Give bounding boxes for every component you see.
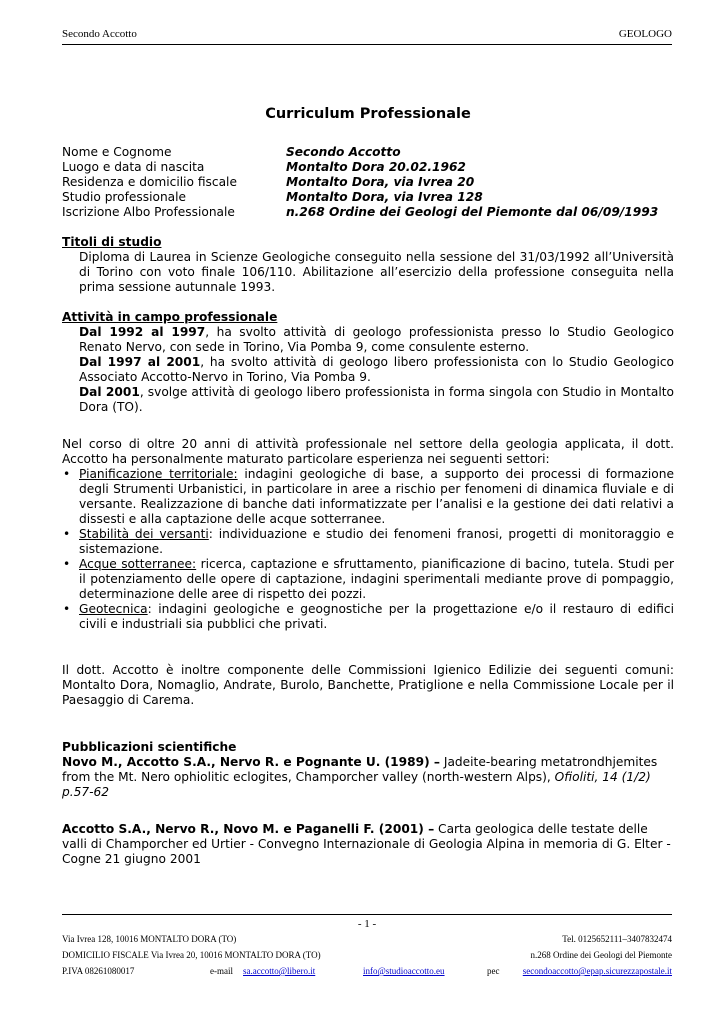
bullet-icon: •: [63, 557, 71, 571]
info-value: Montalto Dora, via Ivrea 128: [286, 190, 483, 204]
footer-address: Via Ivrea 128, 10016 MONTALTO DORA (TO): [62, 934, 237, 944]
attivita-text: , ha svolto attività di geologo libero professionista con lo Studio Geologico Associato Accotto-Nervo in Torino, Via Pomba 9.: [79, 355, 674, 384]
attivita-period: Dal 1997 al 2001: [79, 355, 201, 369]
pec-label: pec: [487, 966, 500, 976]
list-item: [63, 557, 675, 602]
attivita-period: Dal 2001: [79, 385, 140, 399]
info-value: n.268 Ordine dei Geologi del Piemonte dal 06/09/1993: [286, 205, 659, 219]
settore-text: indagini geologiche di base, a supporto dei processi di formazione degli Strumenti Urbanistici, in particolare in aree a rischio per fenomeni di dinamica fluviale e di versante. Realizzazione di banche dati informatizzate per l’analisi e la gestione dei dati relativi a dissesti e alla captazione delle acque sotterranee.: [79, 467, 674, 526]
section-heading-titoli: Titoli di studio: [62, 235, 162, 249]
settori-intro: Nel corso di oltre 20 anni di attività professionale nel settore della geologia applicata, il dott. Accotto ha personalmente maturato particolare esperienza nei seguenti settori:: [62, 437, 674, 466]
page-footer: [62, 914, 672, 981]
settore-term: Pianificazione territoriale:: [79, 467, 238, 481]
footer-piva: P.IVA 08261080017: [62, 966, 135, 976]
info-label: Nome e Cognome: [62, 145, 172, 159]
personal-info-table: [62, 145, 658, 220]
info-label: Iscrizione Albo Professionale: [62, 205, 235, 219]
email-link-1[interactable]: sa.accotto@libero.it: [243, 966, 316, 976]
commissioni-text: Il dott. Accotto è inoltre componente delle Commissioni Igienico Edilizie dei seguenti comuni: Montalto Dora, Nomaglio, Andrate, Burolo, Banchette, Pratiglione e nella Commissione Locale per il Paesaggio di Carema.: [62, 663, 674, 707]
publication-authors: Novo M., Accotto S.A., Nervo R. e Pognante U. (1989) –: [62, 755, 440, 769]
info-label: Luogo e data di nascita: [62, 160, 205, 174]
publication-title: Carta geologica delle testate delle valli di Champorcher ed Urtier - Convegno Internazionale di Geologia Alpina in memoria di G. Elter - Cogne 21 giugno 2001: [62, 822, 671, 866]
bullet-icon: •: [63, 527, 71, 541]
section-heading-pubblicazioni: Pubblicazioni scientifiche: [62, 740, 237, 754]
attivita-item: [62, 355, 674, 385]
info-row: [62, 145, 658, 160]
footer-tel: Tel. 0125652111–3407832474: [562, 934, 672, 944]
list-item: [63, 602, 674, 632]
settore-term: Acque sotterranee:: [79, 557, 197, 571]
info-row: [62, 190, 658, 205]
publication-item: [62, 755, 674, 800]
settori-list: [62, 467, 674, 632]
section-heading-attivita: Attività in campo professionale: [62, 310, 278, 324]
header-profession: GEOLOGO: [618, 28, 672, 40]
settore-text: ricerca, captazione e sfruttamento, pianificazione di bacino, tutela. Studi per il potenziamento delle opere di captazione, indagini sperimentali mediante prove di pompaggio, determinazione delle aree di rispetto dei pozzi.: [79, 557, 675, 601]
titoli-text: Diploma di Laurea in Scienze Geologiche conseguito nella sessione del 31/03/1992 all’Università di Torino con voto finale 106/110. Abilitazione all’esercizio della professione conseguita nella prima sessione autunnale 1993.: [79, 250, 674, 294]
attivita-text: , ha svolto attività di geologo professionista presso lo Studio Geologico Renato Nervo, con sede in Torino, Via Pomba 9, come consulente esterno.: [79, 325, 674, 354]
info-label: Residenza e domicilio fiscale: [62, 175, 237, 189]
footer-ordine: n.268 Ordine dei Geologi del Piemonte: [530, 950, 672, 960]
publication-title: Jadeite-bearing metatrondhjemites from the Mt. Nero ophiolitic eclogites, Champorcher valley (north-western Alps),: [62, 755, 658, 784]
info-value: Montalto Dora, via Ivrea 20: [286, 175, 475, 189]
publication-item: [62, 822, 674, 867]
footer-domicilio: DOMICILIO FISCALE Via Ivrea 20, 10016 MONTALTO DORA (TO): [62, 950, 321, 960]
settore-text: : individuazione e studio dei fenomeni franosi, progetti di monitoraggio e sistemazione.: [79, 527, 674, 556]
info-row: [62, 205, 658, 220]
info-value: Secondo Accotto: [286, 145, 401, 159]
publication-authors: Accotto S.A., Nervo R., Novo M. e Paganelli F. (2001) –: [62, 822, 435, 836]
footer-row: [62, 950, 672, 965]
page-number: - 1 -: [357, 918, 377, 930]
header-name: Secondo Accotto: [62, 28, 137, 40]
settore-term: Stabilità dei versanti: [79, 527, 209, 541]
email-link-2[interactable]: info@studioaccotto.eu: [363, 966, 445, 976]
settore-text: : indagini geologiche e geognostiche per la progettazione e/o il restauro di edifici civili e industriali sia pubblici che privati.: [79, 602, 674, 631]
page-header: [62, 28, 672, 45]
info-value: Montalto Dora 20.02.1962: [286, 160, 466, 174]
bullet-icon: •: [63, 467, 71, 481]
footer-divider: [62, 914, 672, 915]
info-label: Studio professionale: [62, 190, 187, 204]
attivita-item: [62, 385, 674, 415]
attivita-item: [62, 325, 674, 355]
list-item: [63, 467, 674, 527]
publication-journal: Ofioliti, 14 (1/2) p.57-62: [62, 770, 651, 799]
attivita-text: , svolge attività di geologo libero professionista in forma singola con Studio in Montalto Dora (TO).: [79, 385, 674, 414]
footer-row: [62, 966, 672, 981]
settore-term: Geotecnica: [79, 602, 148, 616]
document-body: [62, 106, 674, 867]
bullet-icon: •: [63, 602, 71, 616]
list-item: [63, 527, 674, 557]
attivita-period: Dal 1992 al 1997: [79, 325, 206, 339]
pec-link[interactable]: secondoaccotto@epap.sicurezzapostale.it: [522, 966, 672, 976]
email-label: e-mail: [210, 966, 233, 976]
info-row: [62, 160, 658, 175]
info-row: [62, 175, 658, 190]
footer-row: [62, 934, 672, 949]
page-title: Curriculum Professionale: [265, 106, 471, 122]
